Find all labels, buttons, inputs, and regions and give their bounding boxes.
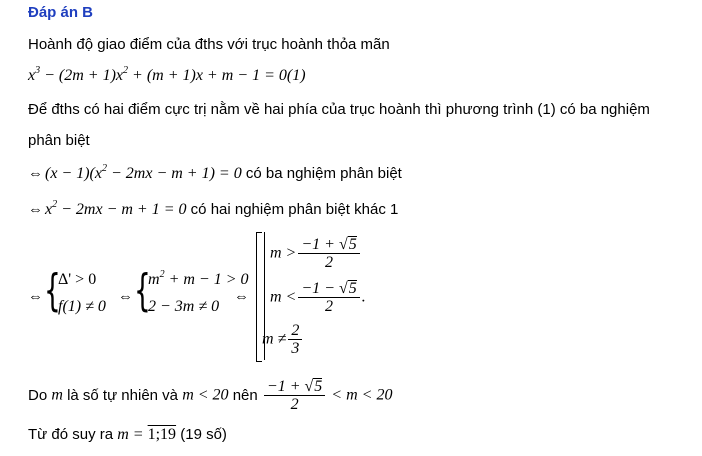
equation-3: ⇔ $x^2 - 2mx - m + 1 = 0$ có hai nghiệm phân biệt khác 1 xyxy=(28,199,399,218)
intro-text: Hoành độ giao điểm của đths với trục hoành thỏa mãn xyxy=(28,36,390,53)
system-2-row-1: $m^2 + m - 1 > 0$ xyxy=(148,269,249,288)
paragraph-line-1: Để đths có hai điểm cực trị nằm về hai phía của trục hoành thì phương trình (1) có ba nghiệm xyxy=(28,101,650,118)
conclusion-line-1: Do m là số tự nhiên và m < 20 nên $\frac{-1 + √5}{2}$ < m < 20 xyxy=(28,378,393,413)
case-1: m > $\frac{-1 + √5}{2}$ xyxy=(270,236,362,271)
conclusion-line-2: Từ đó suy ra m = 1;19 (19 số) xyxy=(28,426,227,443)
equation-1: $x^3 - (2m + 1)x^2 + (m + 1)x + m - 1 = 0(1)$ xyxy=(28,65,306,84)
arrow-3: ⇔ xyxy=(234,288,249,305)
system-1-row-2: f(1) ≠ 0 xyxy=(58,298,106,315)
arrow-1: ⇔ xyxy=(28,288,43,305)
equation-2: ⇔ $(x - 1)(x^2 - 2mx - m + 1) = 0$ có ba nghiệm phân biệt xyxy=(28,163,402,182)
case-3: m ≠ $\frac{2}{3}$ xyxy=(262,322,304,357)
case-2: m < $\frac{-1 - √5}{2}$ . xyxy=(270,280,366,315)
system-2-row-2: 2 − 3m ≠ 0 xyxy=(148,298,220,315)
arrow-2: ⇔ xyxy=(118,288,133,305)
answer-heading: Đáp án B xyxy=(28,4,94,21)
left-brace: { xyxy=(44,265,61,316)
paragraph-line-2: phân biệt xyxy=(28,132,90,149)
left-brace: { xyxy=(134,265,151,316)
system-1-row-1: Δ' > 0 xyxy=(58,271,97,288)
